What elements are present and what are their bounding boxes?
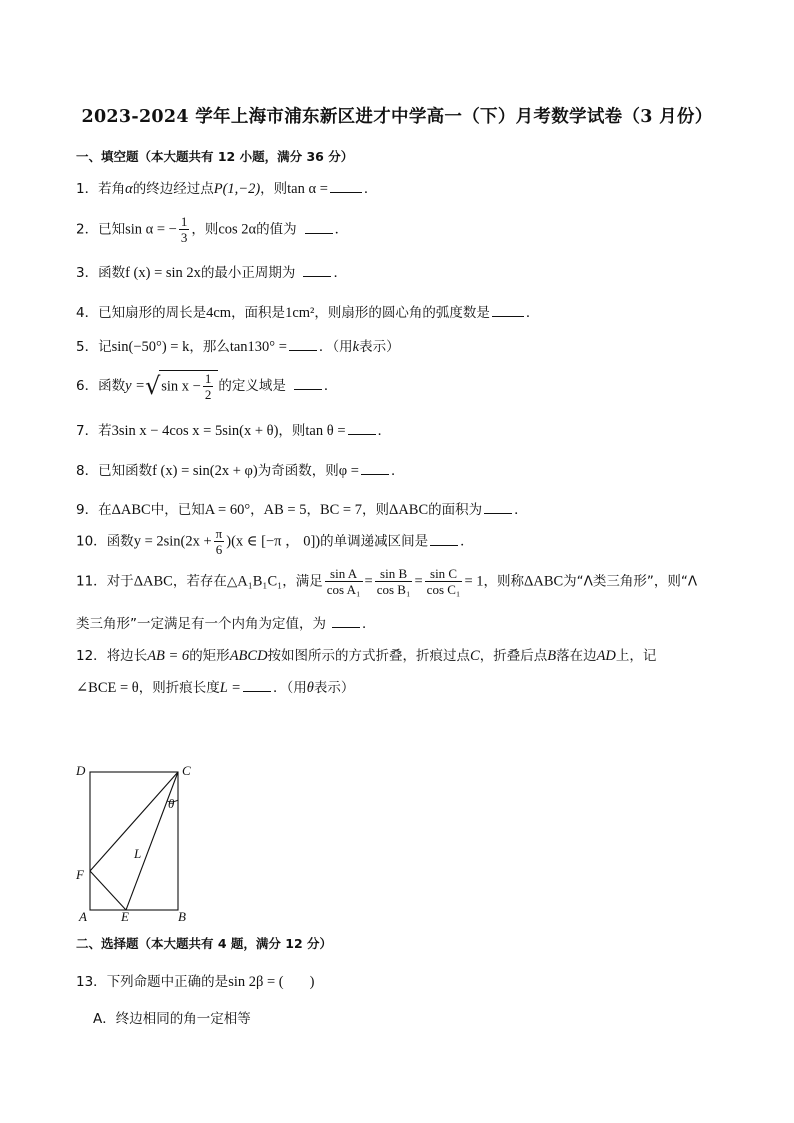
answer-blank xyxy=(294,377,322,390)
question-2 xyxy=(76,214,348,245)
denominator: 2 xyxy=(204,387,212,402)
question-10 xyxy=(76,526,474,557)
text: 在 xyxy=(98,502,112,518)
fraction xyxy=(325,566,363,597)
question-7 xyxy=(76,419,391,440)
math: ) xyxy=(309,974,315,990)
text: 函数 xyxy=(98,265,126,281)
math: A = 60° xyxy=(204,502,251,518)
math: sin α = − xyxy=(125,221,177,238)
math: ΔABC xyxy=(524,573,564,590)
text: ，则 xyxy=(191,221,219,238)
text: ， xyxy=(306,502,320,518)
fraction xyxy=(425,566,463,597)
text: ，则 xyxy=(278,423,306,439)
text: 若角 xyxy=(98,181,126,197)
answer-blank xyxy=(348,422,376,435)
answer-blank xyxy=(430,533,458,546)
math: AB = 6 xyxy=(147,648,190,664)
math: C xyxy=(470,648,480,664)
answer-blank xyxy=(492,304,524,317)
text: 为“Λ类三角形”，则“Λ xyxy=(563,573,698,590)
text: ． xyxy=(514,502,528,518)
question-number: 11． xyxy=(76,573,107,590)
answer-blank xyxy=(484,501,512,514)
text: 中，已知 xyxy=(150,502,205,518)
text: ，满足 xyxy=(282,573,323,590)
denominator: cos B₁ xyxy=(376,582,411,597)
text: ．（用 xyxy=(318,339,353,355)
label-l: L xyxy=(134,846,142,861)
question-4 xyxy=(76,301,539,322)
text: ，则 xyxy=(260,181,288,197)
math: sin 2β = ( xyxy=(228,974,284,990)
question-number: 12． xyxy=(76,648,107,664)
question-number: 10． xyxy=(76,533,107,550)
answer-blank xyxy=(330,180,362,193)
math: y = xyxy=(125,378,145,394)
label-f: F xyxy=(76,867,84,882)
math: ΔABC xyxy=(133,573,173,590)
text: 已知 xyxy=(98,221,126,238)
fraction xyxy=(214,526,225,557)
math: B xyxy=(547,648,557,664)
question-12 xyxy=(76,644,656,665)
answer-blank xyxy=(305,221,333,234)
question-number: 4． xyxy=(76,305,99,321)
math: y = 2sin(2x + xyxy=(133,533,212,550)
text: ． xyxy=(334,221,349,238)
section-fill-in-heading: 一、填空题（本大题共有 12 小题，满分 36 分） xyxy=(76,149,354,164)
math: tan θ = xyxy=(305,423,346,439)
text: 将边长 xyxy=(106,648,148,664)
text: ． xyxy=(323,378,338,394)
text: ． xyxy=(333,265,347,281)
math: 3sin x − 4cos x = 5sin(x + θ) xyxy=(111,423,279,439)
text: ，面积是 xyxy=(231,305,286,321)
text: 对于 xyxy=(106,573,134,590)
text: 落在边 xyxy=(556,648,597,664)
answer-blank xyxy=(361,462,389,475)
text: 表示） xyxy=(359,339,400,355)
text: ． xyxy=(460,533,474,550)
math: ΔABC xyxy=(111,502,151,518)
question-6 xyxy=(76,370,337,402)
answer-blank xyxy=(289,338,317,351)
text: 已知函数 xyxy=(98,463,153,479)
math: sin(−50°) = k xyxy=(111,339,190,355)
text: 的单调递减区间是 xyxy=(320,533,429,550)
text: 已知扇形的周长是 xyxy=(98,305,207,321)
text: 的矩形 xyxy=(189,648,230,664)
question-number: 2． xyxy=(76,221,99,238)
question-number: 3． xyxy=(76,265,99,281)
math: θ xyxy=(306,680,314,696)
text: 函数 xyxy=(106,533,134,550)
math: = xyxy=(414,573,423,590)
math: sin x − xyxy=(161,378,201,395)
question-number: 6． xyxy=(76,378,99,394)
math: cos 2α xyxy=(218,221,257,238)
math: φ = xyxy=(338,463,359,479)
fraction xyxy=(179,214,190,245)
math: = 1 xyxy=(464,573,484,590)
text: 记 xyxy=(98,339,112,355)
text: 上，记 xyxy=(615,648,657,664)
text: 的定义域是 xyxy=(218,378,286,394)
question-11-line-2 xyxy=(76,612,376,632)
option-a: A．终边相同的角一定相等 xyxy=(93,1011,251,1027)
math: AB = 5 xyxy=(263,502,307,518)
math: 4cm xyxy=(206,305,232,321)
text: ． xyxy=(363,181,378,197)
text: ， xyxy=(250,502,264,518)
text: ，则扇形的圆心角的弧度数是 xyxy=(314,305,490,321)
text: 类三角形”一定满足有一个内角为定值，为 xyxy=(76,616,326,632)
math: ABCD xyxy=(229,648,268,664)
fraction xyxy=(375,566,413,597)
question-5 xyxy=(76,335,400,356)
numerator: sin B xyxy=(375,566,413,582)
denominator: cos C₁ xyxy=(426,582,461,597)
text: 的终边经过点 xyxy=(132,181,214,197)
question-11 xyxy=(76,566,697,597)
text: 的面积为 xyxy=(428,502,483,518)
denominator: 6 xyxy=(215,542,223,557)
label-d: D xyxy=(76,763,86,778)
text: ． xyxy=(390,463,405,479)
label-theta: θ xyxy=(168,796,175,811)
sqrt-icon: √ xyxy=(144,372,161,400)
text: 的值为 xyxy=(256,221,297,238)
label-c: C xyxy=(182,763,191,778)
math: f (x) = sin(2x + φ) xyxy=(152,463,258,479)
numerator: 1 xyxy=(180,214,188,229)
text: ．（用 xyxy=(272,680,307,696)
text: 下列命题中正确的是 xyxy=(106,974,229,990)
exam-title: 2023-2024 学年上海市浦东新区进才中学高一（下）月考数学试卷（3 月份） xyxy=(81,107,713,127)
text: ，那么 xyxy=(189,339,230,355)
text: 的最小正周期为 xyxy=(200,265,296,281)
segment-ce xyxy=(126,772,178,910)
denominator: 3 xyxy=(180,230,188,245)
text: 表示） xyxy=(313,680,355,696)
math: α xyxy=(125,181,133,197)
text: ，则称 xyxy=(483,573,525,590)
numerator: sin A xyxy=(325,566,363,582)
question-number: 8． xyxy=(76,463,99,479)
math: BC = 7 xyxy=(319,502,362,518)
question-number: 9． xyxy=(76,502,99,518)
math: )(x ∈ [−π ， 0]) xyxy=(226,533,321,550)
question-13 xyxy=(76,970,314,991)
text: 函数 xyxy=(98,378,126,394)
question-number: 13． xyxy=(76,974,107,990)
math: AD xyxy=(596,648,616,664)
math: tan130° = xyxy=(229,339,287,355)
math: A₁B₁C₁ xyxy=(237,573,283,590)
text: 若 xyxy=(98,423,112,439)
text: 按如图所示的方式折叠，折痕过点 xyxy=(267,648,471,664)
question-8 xyxy=(76,459,404,480)
text: ． xyxy=(525,305,540,321)
text: ，若存在△ xyxy=(172,573,238,590)
radicand xyxy=(159,370,218,402)
numerator: sin C xyxy=(425,566,463,582)
denominator: cos A₁ xyxy=(326,582,361,597)
numerator: π xyxy=(215,526,223,541)
question-number: 7． xyxy=(76,423,99,439)
text: 为奇函数，则 xyxy=(257,463,339,479)
math: f (x) = sin 2x xyxy=(125,265,201,281)
label-e: E xyxy=(121,909,129,924)
math: k xyxy=(352,339,360,355)
answer-blank xyxy=(332,615,360,628)
question-12-line-2 xyxy=(76,676,354,697)
fraction xyxy=(203,371,214,402)
text: ． xyxy=(377,423,391,439)
question-number: 5． xyxy=(76,339,99,355)
math: ΔABC xyxy=(389,502,429,518)
text: ，则 xyxy=(362,502,389,518)
math: = xyxy=(364,573,373,590)
numerator: 1 xyxy=(204,371,212,386)
answer-blank xyxy=(303,264,331,277)
text: ． xyxy=(362,616,376,632)
text: ，折叠后点 xyxy=(479,648,548,664)
math: tan α = xyxy=(287,181,328,197)
math: ∠BCE = θ xyxy=(76,680,139,696)
section-choice-heading: 二、选择题（本大题共有 4 题，满分 12 分） xyxy=(76,936,333,951)
folding-rectangle-figure xyxy=(70,758,200,928)
question-number: 1． xyxy=(76,181,99,197)
text: ，则折痕长度 xyxy=(138,680,220,696)
math: 1cm² xyxy=(285,305,315,321)
answer-blank xyxy=(243,679,271,692)
math: P(1,−2) xyxy=(213,181,261,197)
label-a: A xyxy=(79,909,87,924)
question-1 xyxy=(76,177,377,198)
segment-fe xyxy=(90,871,126,910)
math: L = xyxy=(219,680,241,696)
label-b: B xyxy=(178,909,186,924)
question-9 xyxy=(76,498,528,519)
question-3 xyxy=(76,261,347,282)
